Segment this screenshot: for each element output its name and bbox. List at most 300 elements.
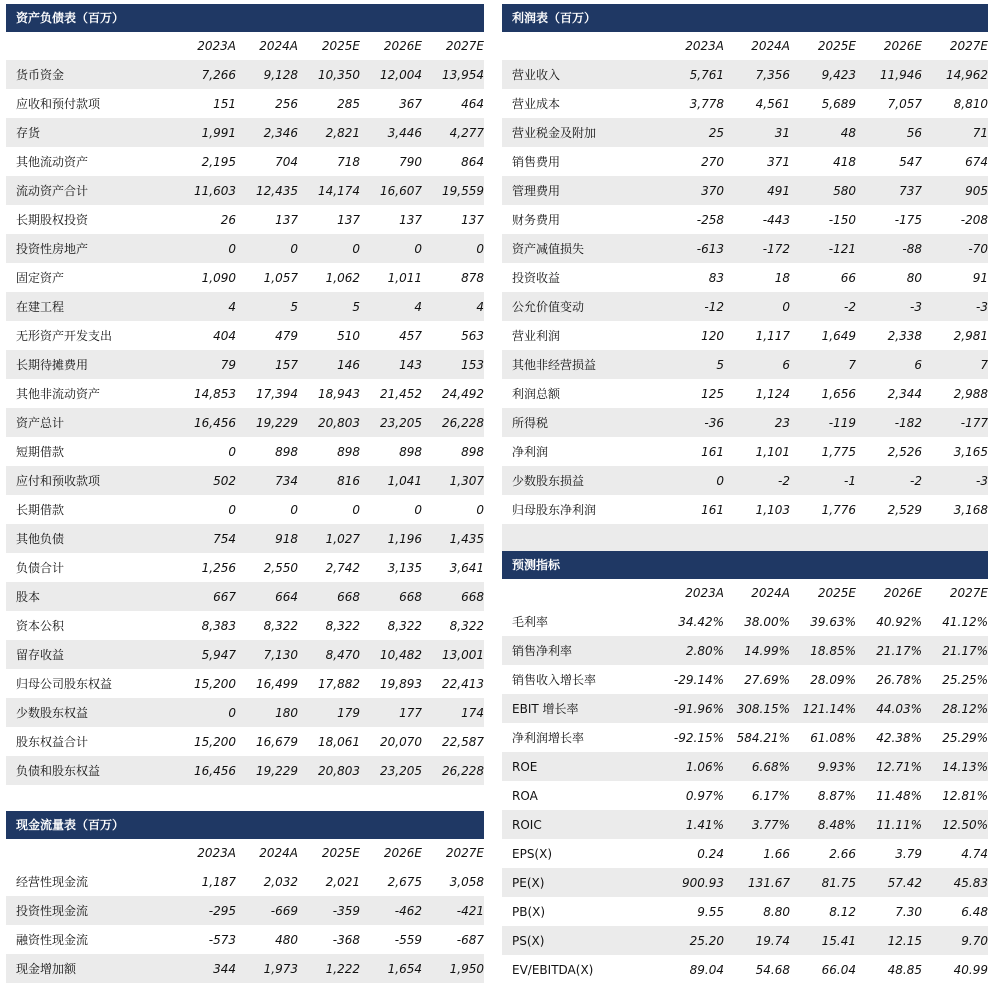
year-header: 2025E	[817, 586, 856, 600]
cell-value: 7,356	[755, 67, 790, 82]
cell-value: 48	[840, 125, 856, 140]
table-row	[6, 698, 484, 727]
table-row	[6, 640, 484, 669]
cell-value: 3.77%	[751, 817, 790, 832]
cell-value: 15,200	[194, 734, 236, 749]
cell-value: 44.03%	[876, 701, 922, 716]
cell-value: 38.00%	[744, 614, 790, 629]
cell-value: 2,821	[325, 125, 360, 140]
cell-value: 0	[290, 241, 298, 256]
row-label: 投资收益	[512, 271, 561, 285]
year-header: 2023A	[197, 39, 236, 53]
row-label: 长期待摊费用	[16, 358, 89, 372]
cell-value: 11.48%	[876, 788, 922, 803]
cell-value: 61.08%	[810, 730, 856, 745]
year-header: 2025E	[321, 846, 360, 860]
table-row	[6, 118, 484, 147]
cell-value: 864	[461, 154, 484, 169]
row-label: 归母股东净利润	[512, 503, 597, 517]
cell-value: 34.42%	[678, 614, 724, 629]
cell-value: 83	[708, 270, 724, 285]
cell-value: -172	[762, 241, 790, 256]
cell-value: 0	[476, 241, 484, 256]
cell-value: -88	[902, 241, 922, 256]
cell-value: 4	[476, 299, 484, 314]
year-header: 2026E	[383, 39, 422, 53]
cell-value: 22,413	[442, 676, 484, 691]
cell-value: -177	[960, 415, 988, 430]
cell-value: 308.15%	[736, 701, 790, 716]
year-header: 2026E	[383, 846, 422, 860]
cell-value: 16,679	[256, 734, 298, 749]
table-row	[502, 379, 988, 408]
cell-value: 0	[414, 241, 422, 256]
cell-value: 491	[767, 183, 790, 198]
cell-value: 464	[461, 96, 484, 111]
cell-value: 2,550	[263, 560, 298, 575]
cell-value: 1.66	[763, 846, 790, 861]
cell-value: 18,943	[318, 386, 360, 401]
cell-value: 161	[701, 444, 724, 459]
cell-value: 17,882	[318, 676, 360, 691]
cell-value: 7,266	[201, 67, 236, 82]
cell-value: 737	[899, 183, 922, 198]
cell-value: 367	[399, 96, 422, 111]
cell-value: 6.68%	[751, 759, 790, 774]
table-row	[6, 234, 484, 263]
cell-value: 2,526	[887, 444, 922, 459]
cell-value: 18.85%	[810, 643, 856, 658]
cell-value: -36	[704, 415, 724, 430]
cell-value: 11,946	[880, 67, 922, 82]
table-row	[502, 897, 988, 926]
cell-value: 56	[906, 125, 922, 140]
cell-value: 2,344	[887, 386, 922, 401]
cell-value: -559	[394, 932, 422, 947]
table-row	[6, 611, 484, 640]
cell-value: 180	[275, 705, 298, 720]
cell-value: 8,470	[325, 647, 360, 662]
table-row	[502, 607, 988, 636]
cell-value: 816	[337, 473, 360, 488]
row-label: 销售费用	[512, 155, 561, 169]
cell-value: 174	[461, 705, 484, 720]
cell-value: 80	[906, 270, 922, 285]
cell-value: 18	[774, 270, 790, 285]
table-row	[502, 723, 988, 752]
table-row	[502, 495, 988, 524]
table-row	[502, 350, 988, 379]
cell-value: 31	[774, 125, 790, 140]
cell-value: 8,810	[953, 96, 988, 111]
table-row	[6, 925, 484, 954]
cell-value: 151	[213, 96, 236, 111]
cell-value: 5	[352, 299, 360, 314]
table-row	[502, 147, 988, 176]
table-row	[6, 954, 484, 983]
table-row	[6, 524, 484, 553]
cell-value: 22,587	[442, 734, 484, 749]
row-label: 少数股东损益	[512, 474, 585, 488]
cell-value: 4	[228, 299, 236, 314]
cell-value: 20,803	[318, 415, 360, 430]
cell-value: 9.70	[961, 933, 988, 948]
cell-value: 674	[965, 154, 988, 169]
forecast-rows	[502, 607, 988, 984]
cell-value: 11,603	[194, 183, 236, 198]
cell-value: 1,654	[387, 961, 422, 976]
cell-value: 48.85	[887, 962, 922, 977]
table-row	[502, 89, 988, 118]
cell-value: -258	[696, 212, 724, 227]
table-row	[502, 955, 988, 984]
cell-value: 12,004	[380, 67, 422, 82]
cell-value: -421	[456, 903, 484, 918]
cell-value: 8,322	[387, 618, 422, 633]
cell-value: 510	[337, 328, 360, 343]
cell-value: 28.12%	[942, 701, 988, 716]
cell-value: 14,174	[318, 183, 360, 198]
cell-value: -175	[894, 212, 922, 227]
table-row	[6, 867, 484, 896]
balance-sheet-title: 资产负债表（百万）	[6, 4, 484, 32]
table-row	[6, 727, 484, 756]
row-label: 现金增加额	[16, 962, 77, 976]
cell-value: 25.25%	[942, 672, 988, 687]
cell-value: 0	[352, 502, 360, 517]
table-row	[502, 781, 988, 810]
cell-value: 153	[461, 357, 484, 372]
cell-value: 6.48	[961, 904, 988, 919]
cell-value: 23	[774, 415, 790, 430]
row-label: 公允价值变动	[512, 300, 585, 314]
cell-value: 71	[972, 125, 988, 140]
table-row	[502, 839, 988, 868]
cell-value: 19,229	[256, 763, 298, 778]
cell-value: 125	[701, 386, 724, 401]
row-label: 短期借款	[16, 445, 65, 459]
cell-value: 1,027	[325, 531, 360, 546]
cell-value: 13,001	[442, 647, 484, 662]
cell-value: 2,346	[263, 125, 298, 140]
year-header: 2023A	[197, 846, 236, 860]
cell-value: 1,124	[755, 386, 790, 401]
table-row	[6, 321, 484, 350]
cell-value: 1,435	[449, 531, 484, 546]
table-row	[502, 321, 988, 350]
table-row	[6, 263, 484, 292]
income-statement-year-header	[502, 32, 988, 60]
cell-value: 480	[275, 932, 298, 947]
cell-value: 547	[899, 154, 922, 169]
cell-value: 16,499	[256, 676, 298, 691]
table-row	[6, 437, 484, 466]
table-row	[502, 437, 988, 466]
cell-value: 146	[337, 357, 360, 372]
cell-value: 9,423	[821, 67, 856, 82]
cell-value: 2,981	[953, 328, 988, 343]
cell-value: -2	[778, 473, 790, 488]
cell-value: 0	[228, 705, 236, 720]
row-label: EBIT 增长率	[512, 702, 579, 716]
cashflow-panel	[6, 811, 484, 983]
row-label: 其他负债	[16, 532, 65, 546]
cell-value: 3,135	[387, 560, 422, 575]
cell-value: -3	[976, 299, 988, 314]
cell-value: 26,228	[442, 415, 484, 430]
cell-value: -91.96%	[673, 701, 724, 716]
year-header: 2024A	[751, 39, 790, 53]
row-label: 在建工程	[16, 300, 65, 314]
table-row	[6, 495, 484, 524]
cell-value: 1,187	[201, 874, 236, 889]
cell-value: 41.12%	[942, 614, 988, 629]
year-header: 2025E	[817, 39, 856, 53]
row-label: 净利润	[512, 445, 549, 459]
table-row	[6, 89, 484, 118]
cell-value: 26,228	[442, 763, 484, 778]
cell-value: 3,168	[953, 502, 988, 517]
cell-value: 1,649	[821, 328, 856, 343]
row-label: 固定资产	[16, 271, 65, 285]
row-label: 长期借款	[16, 503, 65, 517]
cell-value: 668	[337, 589, 360, 604]
row-label: 融资性现金流	[16, 933, 89, 947]
cell-value: 754	[213, 531, 236, 546]
cell-value: -462	[394, 903, 422, 918]
cell-value: -150	[828, 212, 856, 227]
table-row	[502, 665, 988, 694]
year-header: 2026E	[883, 39, 922, 53]
row-label: ROE	[512, 759, 538, 774]
cell-value: 8.12	[829, 904, 856, 919]
cell-value: 479	[275, 328, 298, 343]
cell-value: 664	[275, 589, 298, 604]
cell-value: 3,165	[953, 444, 988, 459]
cell-value: 57.42	[887, 875, 922, 890]
income-statement-title: 利润表（百万）	[502, 4, 988, 32]
table-row	[502, 292, 988, 321]
cell-value: 23,205	[380, 763, 422, 778]
row-label: 其他非流动资产	[16, 387, 101, 401]
cell-value: 9.93%	[817, 759, 856, 774]
cell-value: 0	[290, 502, 298, 517]
cell-value: 7,130	[263, 647, 298, 662]
table-row	[6, 896, 484, 925]
cell-value: 3,641	[449, 560, 484, 575]
cell-value: 898	[399, 444, 422, 459]
cell-value: 1,011	[387, 270, 422, 285]
cell-value: 8.80	[763, 904, 790, 919]
cell-value: 8,322	[449, 618, 484, 633]
cell-value: 21.17%	[942, 643, 988, 658]
table-row	[502, 868, 988, 897]
cell-value: 0.24	[697, 846, 724, 861]
cell-value: 0	[228, 502, 236, 517]
cell-value: 89.04	[689, 962, 724, 977]
row-label: 投资性现金流	[16, 904, 89, 918]
table-row	[6, 292, 484, 321]
table-row	[6, 176, 484, 205]
row-label: 应付和预收款项	[16, 474, 101, 488]
cell-value: 878	[461, 270, 484, 285]
cell-value: 12.81%	[942, 788, 988, 803]
table-row	[6, 466, 484, 495]
row-label: 利润总额	[512, 387, 561, 401]
row-label: 流动资产合计	[16, 184, 89, 198]
cell-value: 1,090	[201, 270, 236, 285]
cell-value: 8.48%	[817, 817, 856, 832]
cashflow-year-header	[6, 839, 484, 867]
cell-value: 14,962	[946, 67, 988, 82]
cell-value: 54.68	[755, 962, 790, 977]
cell-value: 1,196	[387, 531, 422, 546]
table-row	[502, 234, 988, 263]
cell-value: 161	[701, 502, 724, 517]
year-header: 2023A	[685, 39, 724, 53]
cell-value: -295	[208, 903, 236, 918]
row-label: 资产总计	[16, 416, 65, 430]
cell-value: -1	[844, 473, 856, 488]
table-row	[6, 756, 484, 785]
cell-value: 45.83	[953, 875, 988, 890]
cell-value: 11.11%	[876, 817, 922, 832]
cell-value: 3,446	[387, 125, 422, 140]
cell-value: 2.66	[829, 846, 856, 861]
income-statement-rows	[502, 60, 988, 524]
row-label: 其他流动资产	[16, 155, 89, 169]
cell-value: 25.29%	[942, 730, 988, 745]
cell-value: 17,394	[256, 386, 298, 401]
cell-value: 12.15	[887, 933, 922, 948]
balance-sheet-rows	[6, 60, 484, 785]
cell-value: 8,322	[325, 618, 360, 633]
year-header: 2027E	[445, 846, 484, 860]
year-header: 2024A	[259, 39, 298, 53]
table-row	[502, 263, 988, 292]
cell-value: 14,853	[194, 386, 236, 401]
cell-value: 15.41	[821, 933, 856, 948]
cell-value: -2	[910, 473, 922, 488]
cell-value: 7,057	[887, 96, 922, 111]
row-label: PS(X)	[512, 933, 545, 948]
cell-value: 8,383	[201, 618, 236, 633]
table-row	[6, 379, 484, 408]
row-label: EPS(X)	[512, 846, 553, 861]
year-header: 2025E	[321, 39, 360, 53]
cashflow-rows	[6, 867, 484, 983]
cell-value: 2.80%	[685, 643, 724, 658]
cell-value: 25	[708, 125, 724, 140]
cell-value: -573	[208, 932, 236, 947]
cell-value: 1,775	[821, 444, 856, 459]
row-label: 长期股权投资	[16, 213, 89, 227]
cell-value: 16,607	[380, 183, 422, 198]
cell-value: 121.14%	[802, 701, 856, 716]
cell-value: 2,742	[325, 560, 360, 575]
row-label: 负债合计	[16, 561, 65, 575]
income-statement-panel	[502, 4, 988, 556]
cell-value: 137	[461, 212, 484, 227]
cell-value: 120	[701, 328, 724, 343]
cell-value: 66.04	[821, 962, 856, 977]
row-label: 营业税金及附加	[512, 126, 597, 140]
cell-value: 4	[414, 299, 422, 314]
cell-value: 668	[461, 589, 484, 604]
cell-value: 9.55	[697, 904, 724, 919]
cell-value: 900.93	[682, 875, 724, 890]
table-row	[6, 408, 484, 437]
cell-value: 19,559	[442, 183, 484, 198]
cell-value: -368	[332, 932, 360, 947]
cell-value: 26	[220, 212, 236, 227]
cell-value: 2,529	[887, 502, 922, 517]
cell-value: 718	[337, 154, 360, 169]
row-label: 应收和预付款项	[16, 97, 101, 111]
cell-value: -687	[456, 932, 484, 947]
cell-value: 12.50%	[942, 817, 988, 832]
cell-value: 6	[914, 357, 922, 372]
cell-value: 137	[275, 212, 298, 227]
cell-value: 4,561	[755, 96, 790, 111]
cell-value: 898	[275, 444, 298, 459]
cell-value: 18,061	[318, 734, 360, 749]
cell-value: 5,761	[689, 67, 724, 82]
cell-value: 23,205	[380, 415, 422, 430]
cell-value: 5,947	[201, 647, 236, 662]
cell-value: -613	[696, 241, 724, 256]
cell-value: 25.20	[689, 933, 724, 948]
cell-value: 2,021	[325, 874, 360, 889]
cell-value: 19,229	[256, 415, 298, 430]
cell-value: 502	[213, 473, 236, 488]
cell-value: 20,803	[318, 763, 360, 778]
cell-value: 668	[399, 589, 422, 604]
cell-value: -70	[968, 241, 988, 256]
row-label: 毛利率	[512, 615, 549, 629]
cell-value: 285	[337, 96, 360, 111]
row-label: 销售收入增长率	[512, 673, 597, 687]
year-header: 2024A	[751, 586, 790, 600]
year-header: 2027E	[445, 39, 484, 53]
year-header: 2026E	[883, 586, 922, 600]
cell-value: -182	[894, 415, 922, 430]
table-row	[6, 205, 484, 234]
cell-value: 898	[461, 444, 484, 459]
cell-value: 21.17%	[876, 643, 922, 658]
cell-value: 898	[337, 444, 360, 459]
cell-value: -92.15%	[673, 730, 724, 745]
table-row	[6, 60, 484, 89]
cell-value: 28.09%	[810, 672, 856, 687]
table-row	[6, 147, 484, 176]
cell-value: 1,103	[755, 502, 790, 517]
year-header: 2027E	[949, 586, 988, 600]
cell-value: 14.13%	[942, 759, 988, 774]
table-row	[6, 553, 484, 582]
cell-value: 10,350	[318, 67, 360, 82]
cell-value: 27.69%	[744, 672, 790, 687]
cell-value: -3	[976, 473, 988, 488]
cell-value: -12	[704, 299, 724, 314]
row-label: 经营性现金流	[16, 875, 89, 889]
forecast-title: 预测指标	[502, 551, 988, 579]
cell-value: 5,689	[821, 96, 856, 111]
row-label: 负债和股东权益	[16, 764, 101, 778]
cell-value: 137	[399, 212, 422, 227]
cell-value: 42.38%	[876, 730, 922, 745]
cell-value: 563	[461, 328, 484, 343]
